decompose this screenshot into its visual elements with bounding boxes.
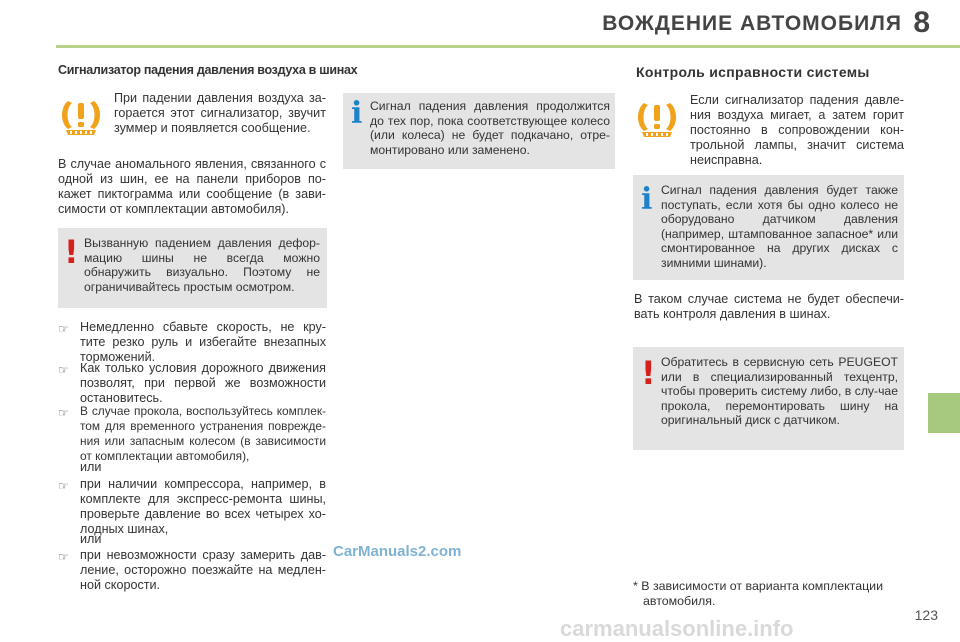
pointing-hand-icon: ☞ xyxy=(58,406,69,420)
list-item: при невозможности сразу замерить дав-ление, осторожно поезжайте на медлен-ной скорости. xyxy=(80,548,326,592)
pointing-hand-icon: ☞ xyxy=(58,550,69,564)
pointing-hand-icon: ☞ xyxy=(58,363,69,377)
tire-pressure-warning-icon xyxy=(58,97,104,137)
exclamation-icon: ! xyxy=(641,354,656,392)
failure-paragraph: В случае аномального явления, связанного с одной из шин, ее на панели приборов по-кажет пиктограмма или сообщение (в зави-симости от комплектации автомобиля). xyxy=(58,157,326,216)
info-box-text: Сигнал падения давления будет также поступать, если хотя бы одно колесо не оборудовано датчиком давления (например, штампованное запасное* или смонтированное на других дисках с зимними шинами). xyxy=(661,183,898,270)
list-item: В случае прокола, воспользуйтесь комплек-том для временного устранения поврежде-ния или запасным колесом (в зависимости от комплектации автомобиля), xyxy=(80,404,326,463)
watermark-link[interactable]: CarManuals2.com xyxy=(333,543,462,560)
info-icon: i xyxy=(351,96,363,131)
warning-box-left xyxy=(58,228,327,308)
header-divider xyxy=(56,45,960,48)
info-box-middle xyxy=(343,93,615,169)
tire-pressure-warning-icon xyxy=(634,99,680,139)
chapter-number: 8 xyxy=(913,6,930,39)
info-box-text: Сигнал падения давления продолжится до тех пор, пока соответствующее колесо (или колеса) не будет подкачано, отре-монтировано или заменено. xyxy=(370,99,610,157)
intro-paragraph: При падении давления воздуха за-горается этот сигнализатор, звучит зуммер и появляется сообщение. xyxy=(114,91,326,135)
info-icon: i xyxy=(641,182,653,217)
list-item: Как только условия дорожного движения позволят, при первой же возможности остановитесь. xyxy=(80,361,326,405)
or-label: или xyxy=(80,532,102,546)
watermark-bottom: carmanualsonline.info xyxy=(560,616,794,641)
warning-box-text: Обратитесь в сервисную сеть PEUGEOT или в специализированный техцентр, чтобы проверить систему либо, в слу-чае прокола, перемонтировать шину на оригинальный диск с датчиком. xyxy=(661,355,898,427)
warning-box-text: Вызванную падением давления дефор-мацию шины не всегда можно обнаружить визуально. Поэтому не ограничивайтесь простым осмотром. xyxy=(84,236,320,294)
system-check-paragraph: В таком случае система не будет обеспечи-вать контроля давления в шинах. xyxy=(634,292,904,321)
chapter-title: ВОЖДЕНИЕ АВТОМОБИЛЯ xyxy=(602,12,902,35)
pointing-hand-icon: ☞ xyxy=(58,322,69,336)
warning-box-right xyxy=(633,347,904,450)
info-box-right xyxy=(633,175,904,280)
list-item: при наличии компрессора, например, в комплекте для экспресс-ремонта шины, проверьте давление во всех четырех хо-лодных шинах, xyxy=(80,477,326,536)
or-label: или xyxy=(80,460,102,474)
section-title-system-check: Контроль исправности системы xyxy=(636,64,870,80)
list-item: Немедленно сбавьте скорость, не кру-тите резко руль и избегайте внезапных торможений. xyxy=(80,320,326,364)
page-number: 123 xyxy=(914,607,938,623)
section-title-tire-warning: Сигнализатор падения давления воздуха в шинах xyxy=(58,63,358,77)
pointing-hand-icon: ☞ xyxy=(58,479,69,493)
exclamation-icon: ! xyxy=(64,233,79,271)
footnote: * В зависимости от варианта комплектации автомобиля. xyxy=(633,579,884,608)
system-check-intro: Если сигнализатор падения давле-ния воздуха мигает, а затем горит постоянно в сопровождении кон-трольной лампы, значит система неисправна. xyxy=(690,93,904,167)
chapter-side-tab xyxy=(928,393,960,433)
